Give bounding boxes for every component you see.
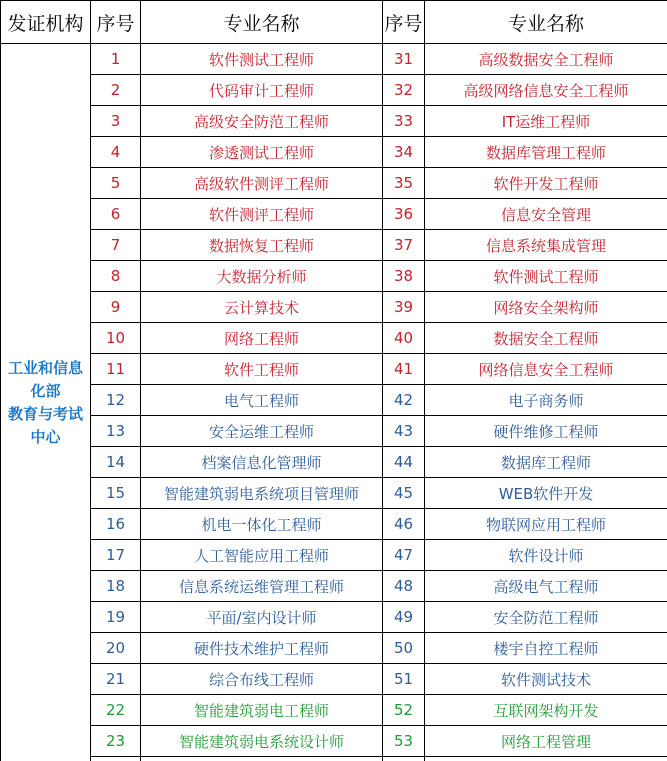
- serial-number-right: 46: [383, 509, 425, 540]
- serial-number-left: 21: [91, 664, 141, 695]
- major-name-left: 高级安全防范工程师: [141, 106, 383, 137]
- major-name-right: 高级网络信息安全工程师: [425, 75, 667, 106]
- partial-cell: [383, 757, 425, 761]
- major-name-left: 平面/室内设计师: [141, 602, 383, 633]
- serial-number-right: 34: [383, 137, 425, 168]
- table-row-partial: [1, 757, 667, 761]
- table-row: [1, 447, 667, 478]
- major-name-right: 互联网架构开发: [425, 695, 667, 726]
- table-row: [1, 106, 667, 137]
- table-row: [1, 633, 667, 664]
- organization-name-line: 工业和信息: [1, 357, 90, 380]
- major-name-right: 电子商务师: [425, 385, 667, 416]
- major-name-left: 代码审计工程师: [141, 75, 383, 106]
- major-name-right: 信息安全管理: [425, 199, 667, 230]
- major-name-right: 数据安全工程师: [425, 323, 667, 354]
- serial-number-right: 47: [383, 540, 425, 571]
- major-name-right: 高级数据安全工程师: [425, 44, 667, 75]
- major-name-left: 数据恢复工程师: [141, 230, 383, 261]
- major-name-right: 安全防范工程师: [425, 602, 667, 633]
- partial-cell: [425, 757, 667, 761]
- major-name-right: IT运维工程师: [425, 106, 667, 137]
- major-name-right: 楼宇自控工程师: [425, 633, 667, 664]
- serial-number-right: 51: [383, 664, 425, 695]
- serial-number-left: 15: [91, 478, 141, 509]
- organization-name-line: 教育与考试: [1, 403, 90, 426]
- serial-number-left: 1: [91, 44, 141, 75]
- serial-number-left: 7: [91, 230, 141, 261]
- serial-number-right: 45: [383, 478, 425, 509]
- serial-number-left: 17: [91, 540, 141, 571]
- major-name-left: 智能建筑弱电系统项目管理师: [141, 478, 383, 509]
- major-name-right: 网络工程管理: [425, 726, 667, 757]
- table-row: [1, 199, 667, 230]
- major-name-right: 网络安全架构师: [425, 292, 667, 323]
- major-name-left: 人工智能应用工程师: [141, 540, 383, 571]
- serial-number-right: 44: [383, 447, 425, 478]
- table-row: [1, 75, 667, 106]
- major-name-left: 智能建筑弱电工程师: [141, 695, 383, 726]
- serial-number-left: 8: [91, 261, 141, 292]
- header-org: 发证机构: [1, 1, 91, 44]
- table-row: [1, 509, 667, 540]
- major-name-right: 软件开发工程师: [425, 168, 667, 199]
- serial-number-left: 3: [91, 106, 141, 137]
- major-name-left: 电气工程师: [141, 385, 383, 416]
- table-row: [1, 323, 667, 354]
- major-name-left: 大数据分析师: [141, 261, 383, 292]
- serial-number-left: 23: [91, 726, 141, 757]
- serial-number-right: 31: [383, 44, 425, 75]
- organization-name-line: 化部: [1, 380, 90, 403]
- serial-number-right: 33: [383, 106, 425, 137]
- serial-number-left: 13: [91, 416, 141, 447]
- serial-number-right: 39: [383, 292, 425, 323]
- major-name-left: 档案信息化管理师: [141, 447, 383, 478]
- table-row: [1, 695, 667, 726]
- major-name-right: 信息系统集成管理: [425, 230, 667, 261]
- issuing-organization: [1, 44, 91, 761]
- serial-number-left: 10: [91, 323, 141, 354]
- table-row: [1, 168, 667, 199]
- table-row: [1, 292, 667, 323]
- serial-number-left: 4: [91, 137, 141, 168]
- serial-number-left: 20: [91, 633, 141, 664]
- serial-number-right: 40: [383, 323, 425, 354]
- major-name-left: 硬件技术维护工程师: [141, 633, 383, 664]
- serial-number-left: 11: [91, 354, 141, 385]
- serial-number-right: 42: [383, 385, 425, 416]
- serial-number-left: 12: [91, 385, 141, 416]
- serial-number-right: 35: [383, 168, 425, 199]
- major-name-left: 机电一体化工程师: [141, 509, 383, 540]
- table-row: [1, 726, 667, 757]
- major-name-right: 数据库工程师: [425, 447, 667, 478]
- serial-number-left: 18: [91, 571, 141, 602]
- major-name-right: 物联网应用工程师: [425, 509, 667, 540]
- serial-number-left: 22: [91, 695, 141, 726]
- serial-number-left: 2: [91, 75, 141, 106]
- major-name-right: 硬件维修工程师: [425, 416, 667, 447]
- major-name-left: 云计算技术: [141, 292, 383, 323]
- serial-number-right: 50: [383, 633, 425, 664]
- serial-number-right: 36: [383, 199, 425, 230]
- major-name-left: 软件工程师: [141, 354, 383, 385]
- serial-number-right: 32: [383, 75, 425, 106]
- major-name-right: 网络信息安全工程师: [425, 354, 667, 385]
- header-name-left: 专业名称: [141, 1, 383, 44]
- serial-number-left: 16: [91, 509, 141, 540]
- major-name-left: 软件测试工程师: [141, 44, 383, 75]
- header-name-right: 专业名称: [425, 1, 667, 44]
- serial-number-right: 53: [383, 726, 425, 757]
- table-row: [1, 602, 667, 633]
- table-row: [1, 478, 667, 509]
- table-row: [1, 416, 667, 447]
- serial-number-left: 14: [91, 447, 141, 478]
- header-row: [1, 1, 667, 44]
- table-row: [1, 571, 667, 602]
- serial-number-right: 52: [383, 695, 425, 726]
- serial-number-right: 41: [383, 354, 425, 385]
- serial-number-right: 49: [383, 602, 425, 633]
- major-name-left: 高级软件测评工程师: [141, 168, 383, 199]
- table-row: [1, 385, 667, 416]
- serial-number-right: 43: [383, 416, 425, 447]
- header-number-right: 序号: [383, 1, 425, 44]
- serial-number-left: 9: [91, 292, 141, 323]
- serial-number-left: 5: [91, 168, 141, 199]
- major-name-left: 网络工程师: [141, 323, 383, 354]
- major-name-right: 软件测试工程师: [425, 261, 667, 292]
- table-row: [1, 354, 667, 385]
- major-name-left: 信息系统运维管理工程师: [141, 571, 383, 602]
- serial-number-left: 6: [91, 199, 141, 230]
- table-row: [1, 664, 667, 695]
- major-name-right: 软件设计师: [425, 540, 667, 571]
- serial-number-left: 19: [91, 602, 141, 633]
- major-name-left: 综合布线工程师: [141, 664, 383, 695]
- major-name-right: 软件测试技术: [425, 664, 667, 695]
- partial-cell: [141, 757, 383, 761]
- serial-number-right: 48: [383, 571, 425, 602]
- header-number-left: 序号: [91, 1, 141, 44]
- major-name-right: WEB软件开发: [425, 478, 667, 509]
- table-row: [1, 261, 667, 292]
- major-name-left: 智能建筑弱电系统设计师: [141, 726, 383, 757]
- major-name-left: 安全运维工程师: [141, 416, 383, 447]
- major-name-right: 高级电气工程师: [425, 571, 667, 602]
- major-name-right: 数据库管理工程师: [425, 137, 667, 168]
- table-row: [1, 230, 667, 261]
- serial-number-right: 37: [383, 230, 425, 261]
- table-row: [1, 44, 667, 75]
- major-name-left: 渗透测试工程师: [141, 137, 383, 168]
- table-row: [1, 137, 667, 168]
- organization-name-line: 中心: [1, 426, 90, 449]
- serial-number-right: 38: [383, 261, 425, 292]
- partial-cell: [91, 757, 141, 761]
- major-name-left: 软件测评工程师: [141, 199, 383, 230]
- table-row: [1, 540, 667, 571]
